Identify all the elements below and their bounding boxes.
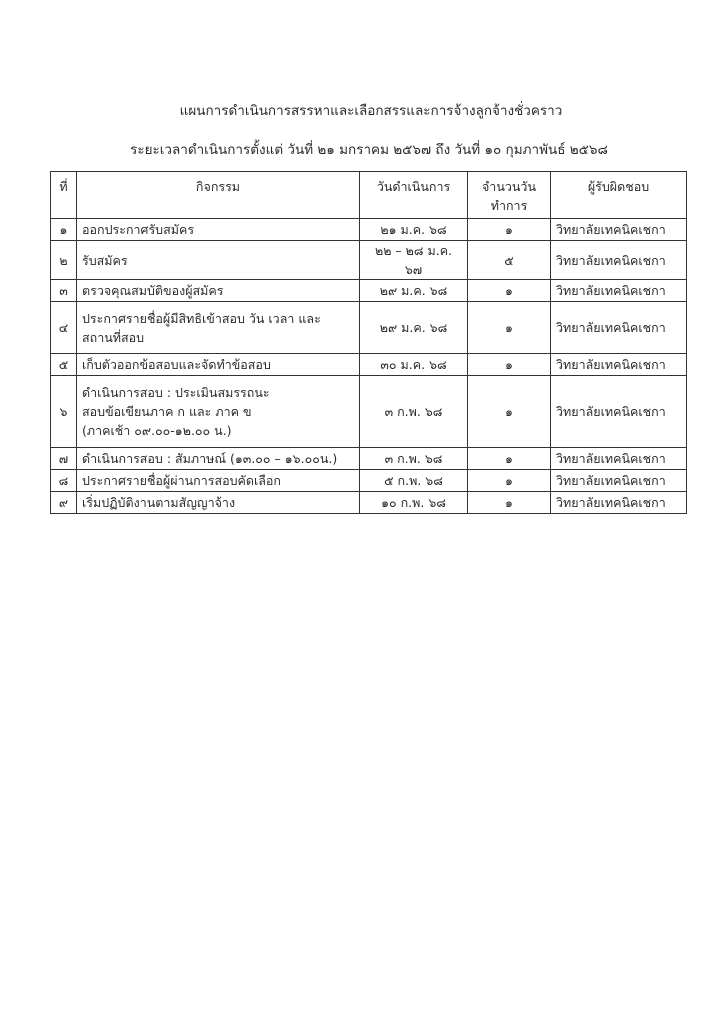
days-cell: ๑ — [468, 448, 551, 470]
date-cell: ๓๐ ม.ค. ๖๘ — [360, 354, 468, 376]
column-header-days-line: จำนวนวัน — [481, 179, 537, 194]
row-number: ๑ — [51, 219, 77, 241]
row-number: ๒ — [51, 241, 77, 280]
table-row — [51, 280, 687, 302]
activity-text-line: ตรวจคุณสมบัติของผู้สมัคร — [82, 283, 224, 298]
activity-cell — [77, 302, 360, 354]
activity-text-line: สอบข้อเขียนภาค ก และ ภาค ข — [82, 404, 252, 419]
days-cell: ๑ — [468, 219, 551, 241]
document-period: ระยะเวลาดำเนินการตั้งแต่ วันที่ ๒๑ มกราคม ๒๕๖๗ ถึง วันที่ ๑๐ กุมภาพันธ์ ๒๕๖๘ — [130, 142, 608, 158]
table-row — [51, 241, 687, 280]
days-cell: ๑ — [468, 470, 551, 492]
date-cell: ๓ ก.พ. ๖๘ — [360, 376, 468, 448]
activity-cell — [77, 280, 360, 302]
table-row — [51, 470, 687, 492]
activity-cell — [77, 448, 360, 470]
days-cell: ๑ — [468, 376, 551, 448]
responsible-cell: วิทยาลัยเทคนิคเชกา — [551, 448, 687, 470]
row-number: ๖ — [51, 376, 77, 448]
responsible-cell: วิทยาลัยเทคนิคเชกา — [551, 470, 687, 492]
column-header-date: วันดำเนินการ — [360, 172, 468, 219]
date-cell: ๒๙ ม.ค. ๖๘ — [360, 302, 468, 354]
row-number: ๙ — [51, 492, 77, 514]
table-row — [51, 448, 687, 470]
row-number: ๘ — [51, 470, 77, 492]
responsible-cell: วิทยาลัยเทคนิคเชกา — [551, 241, 687, 280]
table-row — [51, 492, 687, 514]
column-header-days — [468, 172, 551, 219]
table-row — [51, 376, 687, 448]
date-cell: ๑๐ ก.พ. ๖๘ — [360, 492, 468, 514]
table-row — [51, 354, 687, 376]
date-cell: ๒๙ ม.ค. ๖๘ — [360, 280, 468, 302]
row-number: ๕ — [51, 354, 77, 376]
activity-cell — [77, 470, 360, 492]
row-number: ๗ — [51, 448, 77, 470]
table-row — [51, 219, 687, 241]
activity-text-line: (ภาคเช้า ๐๙.๐๐-๑๒.๐๐ น.) — [82, 423, 232, 438]
responsible-cell: วิทยาลัยเทคนิคเชกา — [551, 492, 687, 514]
activity-text-line: สถานที่สอบ — [82, 329, 145, 345]
date-cell: ๒๑ ม.ค. ๖๘ — [360, 219, 468, 241]
responsible-cell: วิทยาลัยเทคนิคเชกา — [551, 354, 687, 376]
activity-text-line: ประกาศรายชื่อผู้มีสิทธิเข้าสอบ วัน เวลา และ — [82, 310, 321, 326]
activity-text-line: ประกาศรายชื่อผู้ผ่านการสอบคัดเลือก — [82, 473, 282, 488]
activity-cell — [77, 241, 360, 280]
column-header-responsible: ผู้รับผิดชอบ — [551, 172, 687, 219]
table-header-row — [51, 172, 687, 219]
responsible-cell: วิทยาลัยเทคนิคเชกา — [551, 219, 687, 241]
responsible-cell: วิทยาลัยเทคนิคเชกา — [551, 280, 687, 302]
document-title: แผนการดำเนินการสรรหาและเลือกสรรและการจ้างลูกจ้างชั่วคราว — [179, 103, 563, 119]
date-cell: ๒๒ – ๒๘ ม.ค. ๖๗ — [360, 241, 468, 280]
activity-cell — [77, 354, 360, 376]
activity-text-line: เริ่มปฏิบัติงานตามสัญญาจ้าง — [82, 495, 236, 510]
activity-cell — [77, 219, 360, 241]
plan-table-body — [51, 219, 687, 514]
days-cell: ๑ — [468, 280, 551, 302]
days-cell: ๑ — [468, 302, 551, 354]
activity-cell — [77, 376, 360, 448]
days-cell: ๑ — [468, 492, 551, 514]
row-number: ๔ — [51, 302, 77, 354]
activity-text-line: เก็บตัวออกข้อสอบและจัดทำข้อสอบ — [82, 357, 271, 372]
activity-text-line: ดำเนินการสอบ : สัมภาษณ์ (๑๓.๐๐ – ๑๖.๐๐น.) — [82, 451, 338, 466]
column-header-activity: กิจกรรม — [77, 172, 360, 219]
activity-text-line: รับสมัคร — [82, 252, 128, 268]
activity-text-line: ดำเนินการสอบ : ประเมินสมรรถนะ — [82, 385, 270, 400]
responsible-cell: วิทยาลัยเทคนิคเชกา — [551, 302, 687, 354]
days-cell: ๑ — [468, 354, 551, 376]
plan-table — [50, 171, 687, 514]
column-header-no: ที่ — [51, 172, 77, 219]
row-number: ๓ — [51, 280, 77, 302]
column-header-days-line: ทำการ — [490, 198, 528, 213]
days-cell: ๕ — [468, 241, 551, 280]
responsible-cell: วิทยาลัยเทคนิคเชกา — [551, 376, 687, 448]
table-row — [51, 302, 687, 354]
activity-cell — [77, 492, 360, 514]
date-cell: ๕ ก.พ. ๖๘ — [360, 470, 468, 492]
activity-text-line: ออกประกาศรับสมัคร — [82, 222, 195, 237]
date-cell: ๓ ก.พ. ๖๘ — [360, 448, 468, 470]
